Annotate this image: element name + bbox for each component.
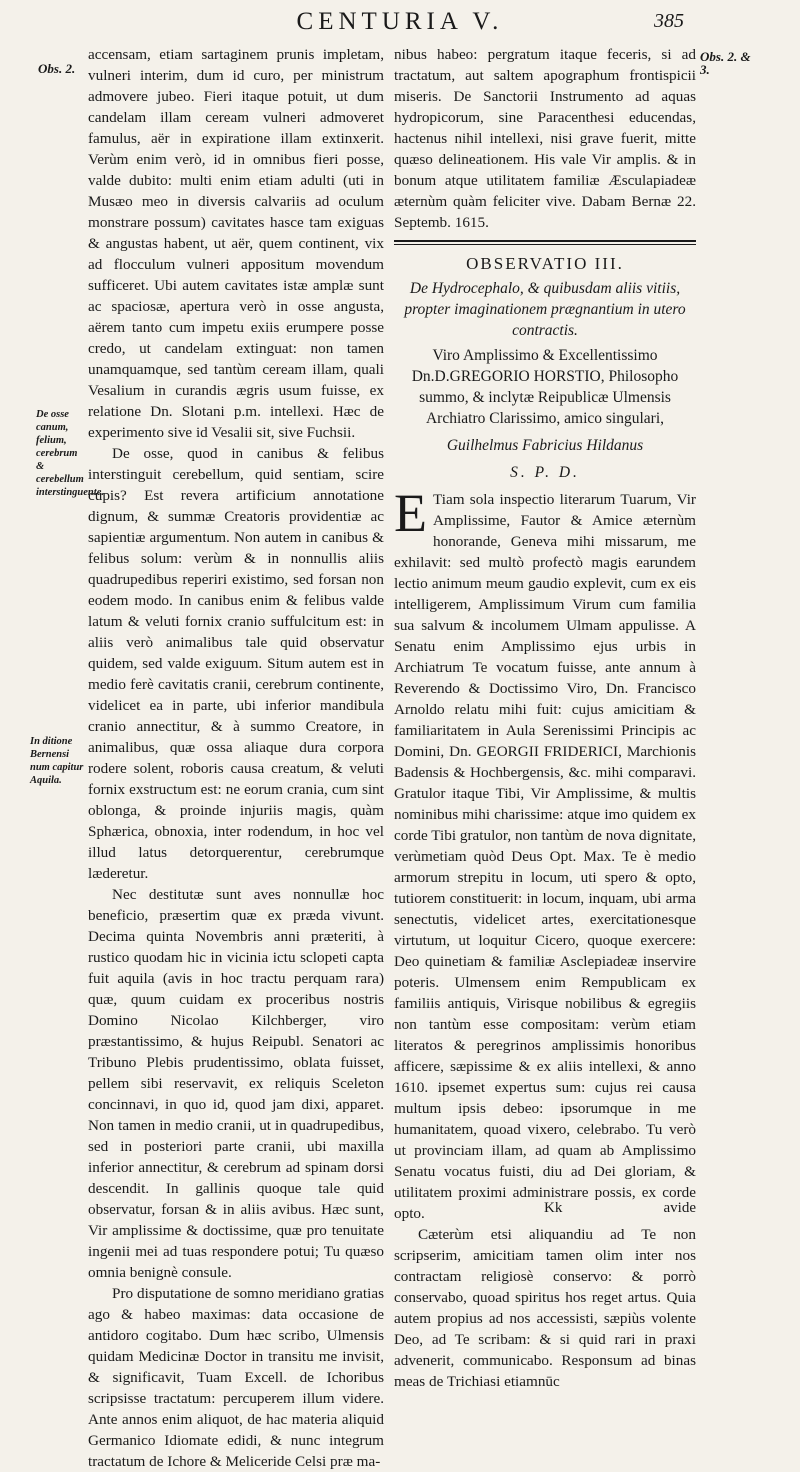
right-paragraph-1: nibus habeo: pergratum itaque feceris, si ad tractatum, aut saltem apographum frontispicii miseris. De Sanctorii Instrumento ad aquas hydropicorum, sine Paracenthesi educendas, hactenus nihil intellexi, nisi grave fuerit, mitte quæso delineationem. His vale Vir amplis. & in bonum atque utilitatem familiæ Æsculapiadeæ æternùm quàm feliciter vive. Dabam Bernæ 22. Septemb. 1615. <box>394 46 696 231</box>
margin-note-de-osse: De osse canum, felium, cerebrum & cerebellum interstinguente. <box>36 409 104 498</box>
page-number: 385 <box>654 10 684 32</box>
author-line: Guilhelmus Fabricius Hildanus <box>446 437 644 454</box>
right-paragraph-2-text: Tiam sola inspectio literarum Tuarum, Vir Amplissime, Fautor & Amice æternùm honorande, Geneva mihi missarum, me exhilavit: sed multò profectò magis earundem lectio animum meum gaudio explevit, cum ex eis intelligerem, Amplissimum Virum cum familia sua salvum & incolumem Ulmam appulisse. A Senatu enim Amplissimo ejus urbis in Archiatrum Te vocatum fuisse, ante annum à Reverendo & Doctissimo Viro, Dn. Francisco Arnoldo relatu mihi fuit: cujus amicitiam & familiaritatem in Aula Serenissimi Principis ac Domini, Dn. GEORGII FRIDERICI, Marchionis Badensis & Hochbergensis, &c. mihi comparavi. Gratulor itaque Tibi, Vir Amplissime, & multis nominibus mihi charissime: atque imo quidem ex corde Tibi gratulor, non tantùm de nova dignitate, verùmetiam quòd Deus Opt. Max. Te è medio armorum strepitu in locum, uti spero & opto, tutiorem constituerit: in locum, inquam, ubi arma senectutis, videlicet artes, exercitationesque virtutum, ut loquitur Cicero, quoque exercere: Deo quinetiam & familiæ Asclepiadeæ inservire poteris. Ulmensem enim Rempublicam ex familiis antiquis, Virisque nobilibus & egregiis non tantùm esse compositam: verùm etiam literatos & peregrinos amplissimis honoribus afficere, sæpissime & ex aliis intellexi, & anno 1610. ipsemet expertus sum: cujus rei causa multum ipsis debeo: ipsorumque in me humanitatem, quoad vixero, celebrabo. Tu verò ut provinciam illam, ad quam ab Amplissimo Senatu vocatus fuisti, diu ad Dei gloriam, & utilitatem proximi administrare possis, ex corde opto. <box>394 491 696 1222</box>
dedication: Viro Amplissimo & Excellentissimo Dn.D.GREGORIO HORSTIO, Philosopho summo, & inclytæ Reipublicæ Ulmensis Archiatro Clarissimo, amico singulari, <box>411 347 679 427</box>
left-column <box>88 44 384 1472</box>
margin-note-obs2-3: Obs. 2. & 3. <box>700 49 751 77</box>
drop-cap: E <box>394 483 427 543</box>
left-paragraph-1: accensam, etiam sartaginem prunis impletam, vulneri interim, dum id curo, per ministrum admovere jubeo. Fieri itaque potuit, ut dum candelam illam ceream vulneri admoveret famulus, aër in expiratione illam extinxerit. Verùm enim verò, id in omnibus fieri posse, valde dubito: multi enim etiam adulti (uti in Musæo meo in diversis calvariis ad oculum monstrare possum) cavitates hasce tam exiguas & angustas habent, ut aër, quem continent, vix ad flocculum vulneri appositum movendum sufficeret. Ubi autem cavitates istæ amplæ sunt ac spaciosæ, apertura verò in osse angusta, aërem tanto cum impetu exiis erumpere posse credo, ut candelam extinguat: non tamen unamquamque, sed tantùm ceream illam, quali Vesalium in curandis ægris usum fuisse, ex relatione Dn. Slotani p.m. intellexi. Hæc de experimento sive id Vesalii sit, sive Fuchsii. <box>88 46 384 441</box>
observation-subtitle: De Hydrocephalo, & quibusdam aliis vitiis, propter imaginationem prægnantium in utero contractis. <box>404 280 686 339</box>
left-paragraph-2: De osse, quod in canibus & felibus interstinguit cerebellum, quid sentiam, scire cupis? Est revera artificium annotatione dignum, & summæ Creatoris providentiæ ac sapientiæ argumentum. Non autem in canibus & felibus solum: verùm & in nonnullis aliis quadrupedibus reperiri existimo, sed forsan non eodem modo. In canibus enim & felibus valde latum & veluti fornix cranio suffulcitum est: in aliis verò animalibus tale quid observatur quidem, sed valde exiguum. Situm autem est in medio ferè cavitatis cranii, cerebrum continente, videlicet ea in parte, ubi inferior mandibula cranio annectitur, & à summo Creatore, in animalibus, quæ ossa aliaque dura corpora rodere solent, roboris causa creatum, & veluti fornix exstructum est: ne eorum crania, cum sint oblonga, & proinde injuriis magis, quàm Sphærica, obnoxia, inter rodendum, in hoc vel illud latus detorquerentur, cerebrumque læderetur. <box>88 445 384 882</box>
signature-mark: Kk <box>544 1200 563 1216</box>
margin-note-aquila: In ditione Bernensi num capitur Aquila. <box>30 736 84 786</box>
page-footer <box>394 1200 696 1220</box>
right-paragraph-2 <box>394 483 696 1224</box>
page-header <box>0 8 800 42</box>
observation-title: OBSERVATIO III. <box>466 254 624 273</box>
left-paragraph-4: Pro disputatione de somno meridiano gratias ago & habeo maximas: data occasione de antidoro cogitabo. Dum hæc scribo, Ulmensis quidam Medicinæ Doctor in transitu me invisit, & significavit, Tuam Excell. de Ichoribus scripsisse tractatum: percuperem illum videre. Ante annos enim aliquot, de hac materia aliquid Germanico Idiomate edidi, & nunc integrum tractatum de Ichore & Meliceride Celsi præ ma- <box>88 1285 384 1470</box>
right-column <box>394 44 696 1392</box>
right-paragraph-3: Cæterùm etsi aliquandiu ad Te non scripserim, amicitiam tamen olim inter nos contractam religiosè conservo: & porrò conservabo, quoad spiritus hos reget artus. Quia autem propius ad nos accessisti, sæpiùs volente Deo, ad Te scribam: & si quid rari in praxi advenerit, communicabo. Responsum ad binas meas de Trichiasi etiamnūc <box>394 1226 696 1390</box>
salutation: S. P. D. <box>510 464 580 481</box>
margin-note-obs2: Obs. 2. <box>38 61 76 76</box>
section-divider <box>394 240 696 245</box>
running-title: CENTURIA V. <box>296 8 504 35</box>
left-paragraph-3: Nec destitutæ sunt aves nonnullæ hoc beneficio, præsertim quæ ex præda vivunt. Decima quinta Novembris anni præteriti, à rustico quodam hic in vicinia ictu sclopeti capta fuit aquila (avis in hoc tractu perquam rara) quæ, quum cuidam ex proceribus nostris Domino Nicolao Kilchberger, viro præstantissimo, & hujus Reipubl. Senatori ac Tribuno Plebis prudentissimo, oblata fuisset, pellem sibi reservavit, ex reliquis Sceleton concinnavi, in quo id, quod jam dixi, apparet. Non tamen in medio cranii, ut in quadrupedibus, sed in posteriori parte cranii, ubi maxilla inferior annectitur, & cerebrum ad spinam dorsi descendit. In gallinis quoque tale quid observatur, forsan & in aliis avibus. Hæc sunt, Vir amplissime & doctissime, quæ pro tenuitate ingenii mei ad tuas respondere potui; Tu quæso omnia benignè consule. <box>88 886 384 1281</box>
catchword: avide <box>663 1200 696 1216</box>
